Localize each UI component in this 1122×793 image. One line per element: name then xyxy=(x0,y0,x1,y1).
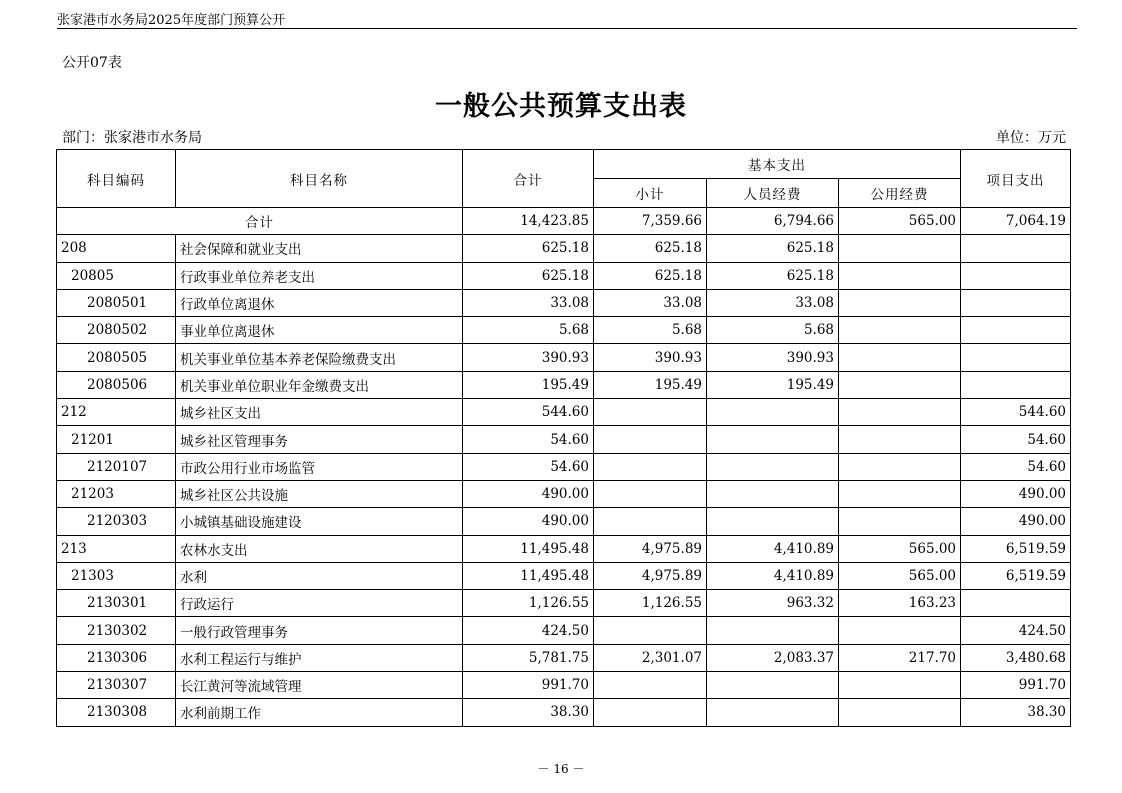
table-row xyxy=(57,317,1071,344)
row-personnel xyxy=(707,480,839,507)
row-name: 小城镇基础设施建设 xyxy=(176,508,463,535)
row-name: 水利工程运行与维护 xyxy=(176,644,463,671)
row-project xyxy=(961,262,1071,289)
total-row-project: 7,064.19 xyxy=(961,208,1071,235)
row-subtotal: 4,975.89 xyxy=(594,535,707,562)
row-public: 163.23 xyxy=(839,590,961,617)
row-code: 2080505 xyxy=(57,344,176,371)
total-row-subtotal: 7,359.66 xyxy=(594,208,707,235)
table-row xyxy=(57,426,1071,453)
row-personnel: 33.08 xyxy=(707,289,839,316)
table-row xyxy=(57,453,1071,480)
table-row xyxy=(57,289,1071,316)
row-project: 490.00 xyxy=(961,508,1071,535)
row-subtotal xyxy=(594,426,707,453)
row-project: 424.50 xyxy=(961,617,1071,644)
row-subtotal xyxy=(594,508,707,535)
row-public xyxy=(839,617,961,644)
row-name: 行政运行 xyxy=(176,590,463,617)
row-project: 490.00 xyxy=(961,480,1071,507)
row-public: 565.00 xyxy=(839,535,961,562)
row-code: 21303 xyxy=(57,562,176,589)
row-name: 市政公用行业市场监管 xyxy=(176,453,463,480)
row-name: 长江黄河等流域管理 xyxy=(176,672,463,699)
row-project: 54.60 xyxy=(961,453,1071,480)
total-row-personnel: 6,794.66 xyxy=(707,208,839,235)
row-name: 社会保障和就业支出 xyxy=(176,235,463,262)
table-body xyxy=(57,208,1071,727)
row-public xyxy=(839,344,961,371)
row-personnel: 195.49 xyxy=(707,371,839,398)
row-total: 625.18 xyxy=(463,262,594,289)
row-project xyxy=(961,344,1071,371)
row-personnel: 2,083.37 xyxy=(707,644,839,671)
row-personnel xyxy=(707,399,839,426)
row-code: 2130307 xyxy=(57,672,176,699)
row-subtotal: 5.68 xyxy=(594,317,707,344)
row-name: 城乡社区管理事务 xyxy=(176,426,463,453)
total-row-label: 合计 xyxy=(57,208,463,235)
table-row xyxy=(57,262,1071,289)
row-code: 21201 xyxy=(57,426,176,453)
row-subtotal: 625.18 xyxy=(594,235,707,262)
row-public xyxy=(839,399,961,426)
row-personnel: 625.18 xyxy=(707,235,839,262)
row-total: 490.00 xyxy=(463,508,594,535)
column-header-name: 科目名称 xyxy=(176,150,463,208)
row-public: 565.00 xyxy=(839,562,961,589)
row-code: 2130308 xyxy=(57,699,176,726)
unit-label: 单位：万元 xyxy=(996,130,1066,146)
row-personnel: 4,410.89 xyxy=(707,562,839,589)
row-total: 195.49 xyxy=(463,371,594,398)
row-public xyxy=(839,262,961,289)
row-name: 机关事业单位基本养老保险缴费支出 xyxy=(176,344,463,371)
row-subtotal xyxy=(594,453,707,480)
row-total: 54.60 xyxy=(463,426,594,453)
row-personnel xyxy=(707,453,839,480)
row-code: 2130301 xyxy=(57,590,176,617)
row-project: 991.70 xyxy=(961,672,1071,699)
table-row xyxy=(57,562,1071,589)
row-project: 54.60 xyxy=(961,426,1071,453)
row-code: 21203 xyxy=(57,480,176,507)
row-code: 2080502 xyxy=(57,317,176,344)
row-code: 212 xyxy=(57,399,176,426)
row-public xyxy=(839,672,961,699)
row-subtotal: 195.49 xyxy=(594,371,707,398)
row-total: 1,126.55 xyxy=(463,590,594,617)
column-header-personnel: 人员经费 xyxy=(707,179,839,208)
column-header-total: 合计 xyxy=(463,150,594,208)
row-project xyxy=(961,317,1071,344)
row-total: 490.00 xyxy=(463,480,594,507)
row-public: 217.70 xyxy=(839,644,961,671)
row-code: 208 xyxy=(57,235,176,262)
row-subtotal: 33.08 xyxy=(594,289,707,316)
row-total: 33.08 xyxy=(463,289,594,316)
budget-table xyxy=(56,149,1071,727)
row-public xyxy=(839,480,961,507)
column-header-subtotal: 小计 xyxy=(594,179,707,208)
row-name: 城乡社区公共设施 xyxy=(176,480,463,507)
row-name: 事业单位离退休 xyxy=(176,317,463,344)
row-public xyxy=(839,289,961,316)
row-subtotal xyxy=(594,672,707,699)
row-personnel xyxy=(707,508,839,535)
row-public xyxy=(839,317,961,344)
row-project: 6,519.59 xyxy=(961,562,1071,589)
row-subtotal: 4,975.89 xyxy=(594,562,707,589)
row-subtotal: 1,126.55 xyxy=(594,590,707,617)
total-row xyxy=(57,208,1071,235)
table-row xyxy=(57,535,1071,562)
row-code: 20805 xyxy=(57,262,176,289)
row-personnel xyxy=(707,617,839,644)
row-project xyxy=(961,371,1071,398)
table-row xyxy=(57,617,1071,644)
row-total: 991.70 xyxy=(463,672,594,699)
table-row xyxy=(57,508,1071,535)
table-row xyxy=(57,480,1071,507)
row-name: 一般行政管理事务 xyxy=(176,617,463,644)
running-header: 张家港市水务局2025年度部门预算公开 xyxy=(57,13,286,28)
row-total: 390.93 xyxy=(463,344,594,371)
row-total: 11,495.48 xyxy=(463,535,594,562)
row-code: 2080501 xyxy=(57,289,176,316)
row-project xyxy=(961,590,1071,617)
row-subtotal xyxy=(594,399,707,426)
department-label: 部门：张家港市水务局 xyxy=(62,130,202,146)
row-total: 38.30 xyxy=(463,699,594,726)
row-subtotal xyxy=(594,699,707,726)
row-project: 3,480.68 xyxy=(961,644,1071,671)
row-public xyxy=(839,453,961,480)
header-divider xyxy=(57,28,1077,29)
table-row xyxy=(57,235,1071,262)
row-personnel: 963.32 xyxy=(707,590,839,617)
row-total: 54.60 xyxy=(463,453,594,480)
row-personnel: 625.18 xyxy=(707,262,839,289)
row-project: 6,519.59 xyxy=(961,535,1071,562)
row-subtotal: 390.93 xyxy=(594,344,707,371)
row-subtotal: 2,301.07 xyxy=(594,644,707,671)
row-code: 2130306 xyxy=(57,644,176,671)
row-name: 城乡社区支出 xyxy=(176,399,463,426)
row-personnel: 4,410.89 xyxy=(707,535,839,562)
row-total: 11,495.48 xyxy=(463,562,594,589)
table-row xyxy=(57,344,1071,371)
row-total: 5.68 xyxy=(463,317,594,344)
table-row xyxy=(57,371,1071,398)
row-personnel xyxy=(707,426,839,453)
column-header-basic-group: 基本支出 xyxy=(594,150,961,179)
row-total: 424.50 xyxy=(463,617,594,644)
table-code: 公开07表 xyxy=(62,55,122,71)
row-personnel: 390.93 xyxy=(707,344,839,371)
row-personnel xyxy=(707,672,839,699)
page-number: － 16 － xyxy=(537,762,585,776)
page-title: 一般公共预算支出表 xyxy=(435,91,687,122)
total-row-public: 565.00 xyxy=(839,208,961,235)
row-personnel xyxy=(707,699,839,726)
row-code: 2120107 xyxy=(57,453,176,480)
row-public xyxy=(839,508,961,535)
row-public xyxy=(839,426,961,453)
row-project: 38.30 xyxy=(961,699,1071,726)
column-header-project: 项目支出 xyxy=(961,150,1071,208)
row-name: 行政事业单位养老支出 xyxy=(176,262,463,289)
row-project: 544.60 xyxy=(961,399,1071,426)
row-project xyxy=(961,235,1071,262)
table-row xyxy=(57,672,1071,699)
row-name: 机关事业单位职业年金缴费支出 xyxy=(176,371,463,398)
row-code: 2130302 xyxy=(57,617,176,644)
row-name: 农林水支出 xyxy=(176,535,463,562)
row-total: 625.18 xyxy=(463,235,594,262)
total-row-total: 14,423.85 xyxy=(463,208,594,235)
row-public xyxy=(839,699,961,726)
table-row xyxy=(57,590,1071,617)
row-subtotal: 625.18 xyxy=(594,262,707,289)
table-row xyxy=(57,644,1071,671)
row-code: 2080506 xyxy=(57,371,176,398)
row-personnel: 5.68 xyxy=(707,317,839,344)
row-name: 水利前期工作 xyxy=(176,699,463,726)
column-header-public: 公用经费 xyxy=(839,179,961,208)
row-name: 行政单位离退休 xyxy=(176,289,463,316)
table-row xyxy=(57,399,1071,426)
row-total: 544.60 xyxy=(463,399,594,426)
table-row xyxy=(57,699,1071,726)
row-total: 5,781.75 xyxy=(463,644,594,671)
row-project xyxy=(961,289,1071,316)
column-header-code: 科目编码 xyxy=(57,150,176,208)
row-subtotal xyxy=(594,480,707,507)
row-public xyxy=(839,235,961,262)
row-public xyxy=(839,371,961,398)
row-code: 2120303 xyxy=(57,508,176,535)
row-name: 水利 xyxy=(176,562,463,589)
row-subtotal xyxy=(594,617,707,644)
row-code: 213 xyxy=(57,535,176,562)
